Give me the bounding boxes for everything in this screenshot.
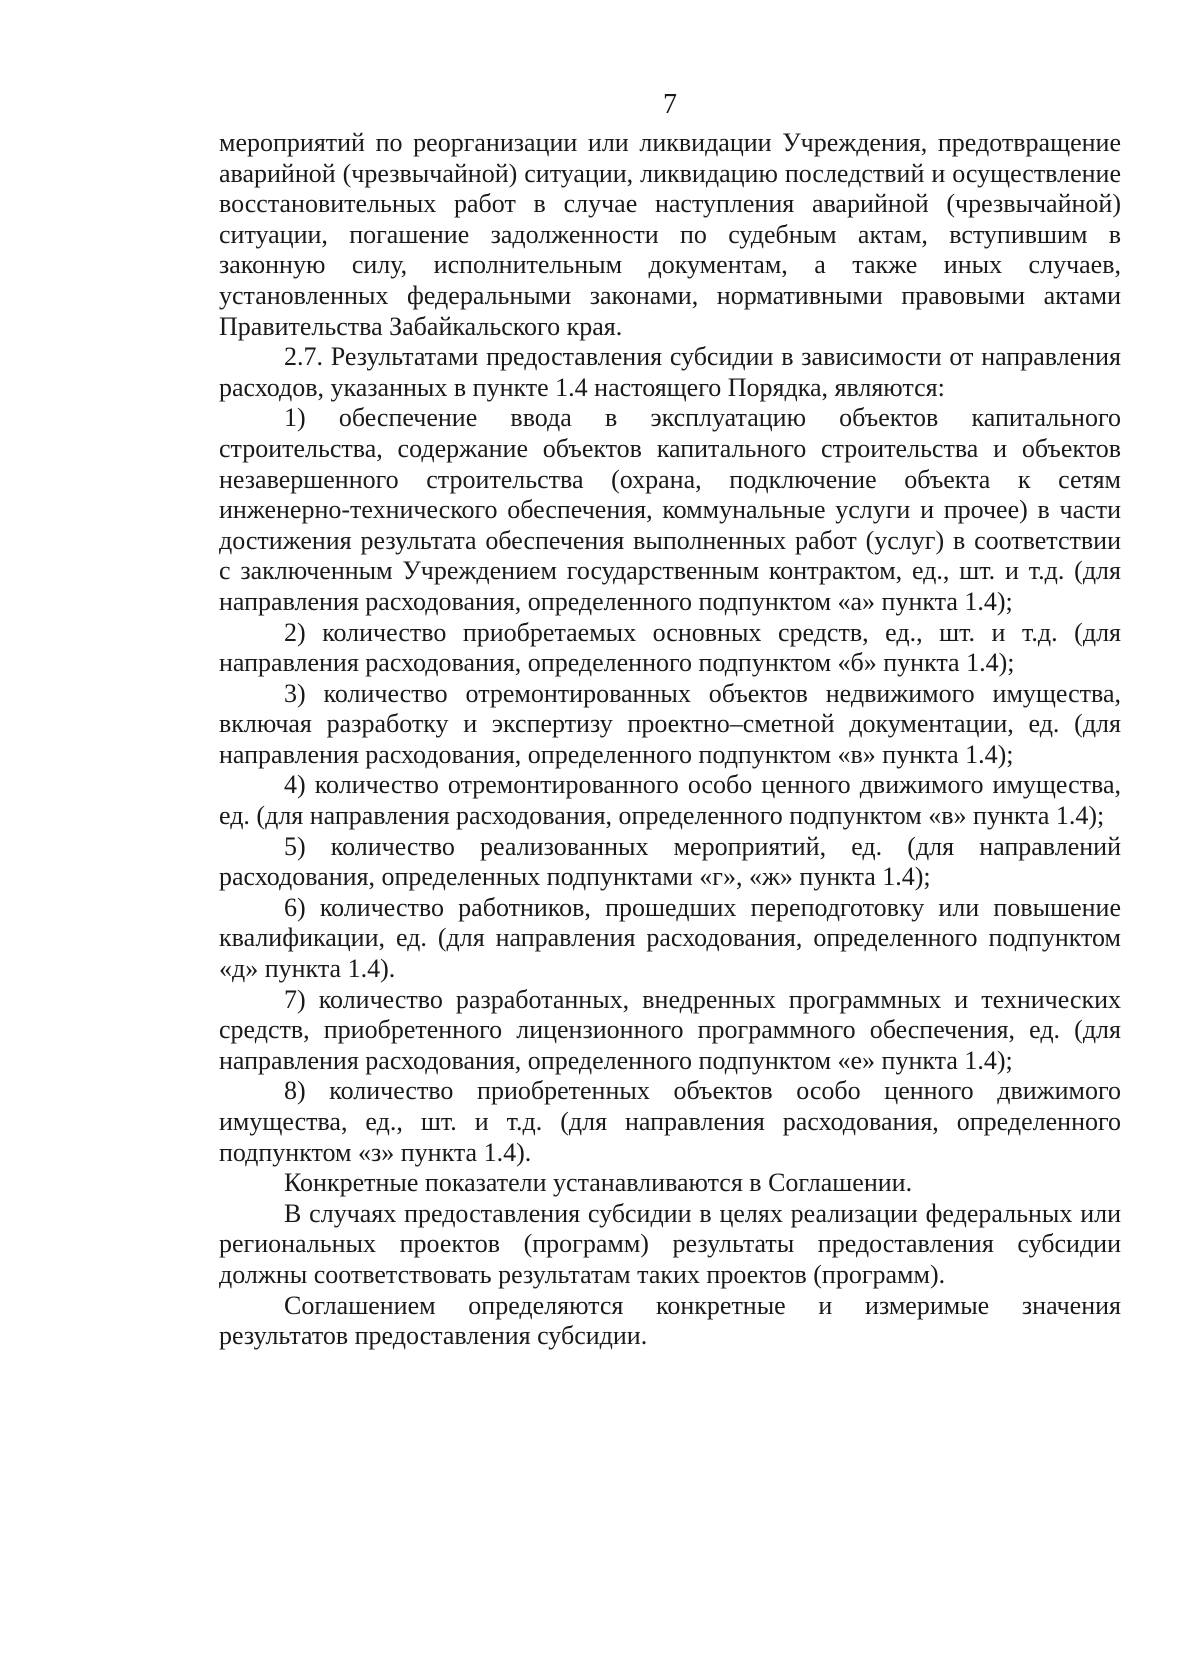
document-body [219, 128, 1121, 1352]
list-item-3: 3) количество отремонтированных объектов недвижимого имущества, включая разработку и экспертизу проектно–сметной документации, ед. (для направления расходования, определенного подпунктом «в» пункта 1.4); [219, 678, 1121, 769]
paragraph-indicators: Конкретные показатели устанавливаются в Соглашении. [284, 1168, 913, 1198]
paragraph-federal-projects: В случаях предоставления субсидии в целях реализации федеральных или региональных проектов (программ) результаты предоставления субсидии должны соответствовать результатам таких проектов (программ). [219, 1198, 1121, 1289]
list-item-7: 7) количество разработанных, внедренных программных и технических средств, приобретенного лицензионного программного обеспечения, ед. (для направления расходования, определенного подпунктом «е» пункта 1.4); [219, 984, 1121, 1075]
list-item-2: 2) количество приобретаемых основных средств, ед., шт. и т.д. (для направления расходования, определенного подпунктом «б» пункта 1.4); [219, 617, 1121, 678]
list-item-5: 5) количество реализованных мероприятий, ед. (для направлений расходования, определенных подпунктами «г», «ж» пункта 1.4); [219, 831, 1121, 892]
list-item-1: 1) обеспечение ввода в эксплуатацию объектов капитального строительства, содержание объектов капитального строительства и объектов незавершенного строительства (охрана, подключение объекта к сетям инженерно-технического обеспечения, коммунальные услуги и прочее) в части достижения результата обеспечения выполненных работ (услуг) в соответствии с заключенным Учреждением государственным контрактом, ед., шт. и т.д. (для направления расходования, определенного подпунктом «а» пункта 1.4); [219, 403, 1121, 616]
list-item-4: 4) количество отремонтированного особо ценного движимого имущества, ед. (для направления расходования, определенного подпунктом «в» пункта 1.4); [219, 770, 1121, 831]
list-item-6: 6) количество работников, прошедших переподготовку или повышение квалификации, ед. (для направления расходования, определенного подпунктом «д» пункта 1.4). [219, 892, 1121, 984]
list-item-8: 8) количество приобретенных объектов особо ценного движимого имущества, ед., шт. и т.д. (для направления расходования, определенного подпунктом «з» пункта 1.4). [219, 1076, 1121, 1167]
paragraph-agreement-values: Соглашением определяются конкретные и измеримые значения результатов предоставления субсидии. [219, 1290, 1121, 1351]
paragraph-continuation: мероприятий по реорганизации или ликвидации Учреждения, предотвращение аварийной (чрезвычайной) ситуации, ликвидацию последствий и осуществление восстановительных работ в случае наступления аварийной (чрезвычайной) ситуации, погашение задолженности по судебным актам, вступившим в законную силу, исполнительным документам, а также иных случаев, установленных федеральными законами, нормативными правовыми актами Правительства Забайкальского края. [219, 128, 1121, 341]
paragraph-clause-2-7: 2.7. Результатами предоставления субсидии в зависимости от направления расходов, указанных в пункте 1.4 настоящего Порядка, являются: [219, 342, 1121, 402]
page-number: 7 [663, 89, 677, 120]
